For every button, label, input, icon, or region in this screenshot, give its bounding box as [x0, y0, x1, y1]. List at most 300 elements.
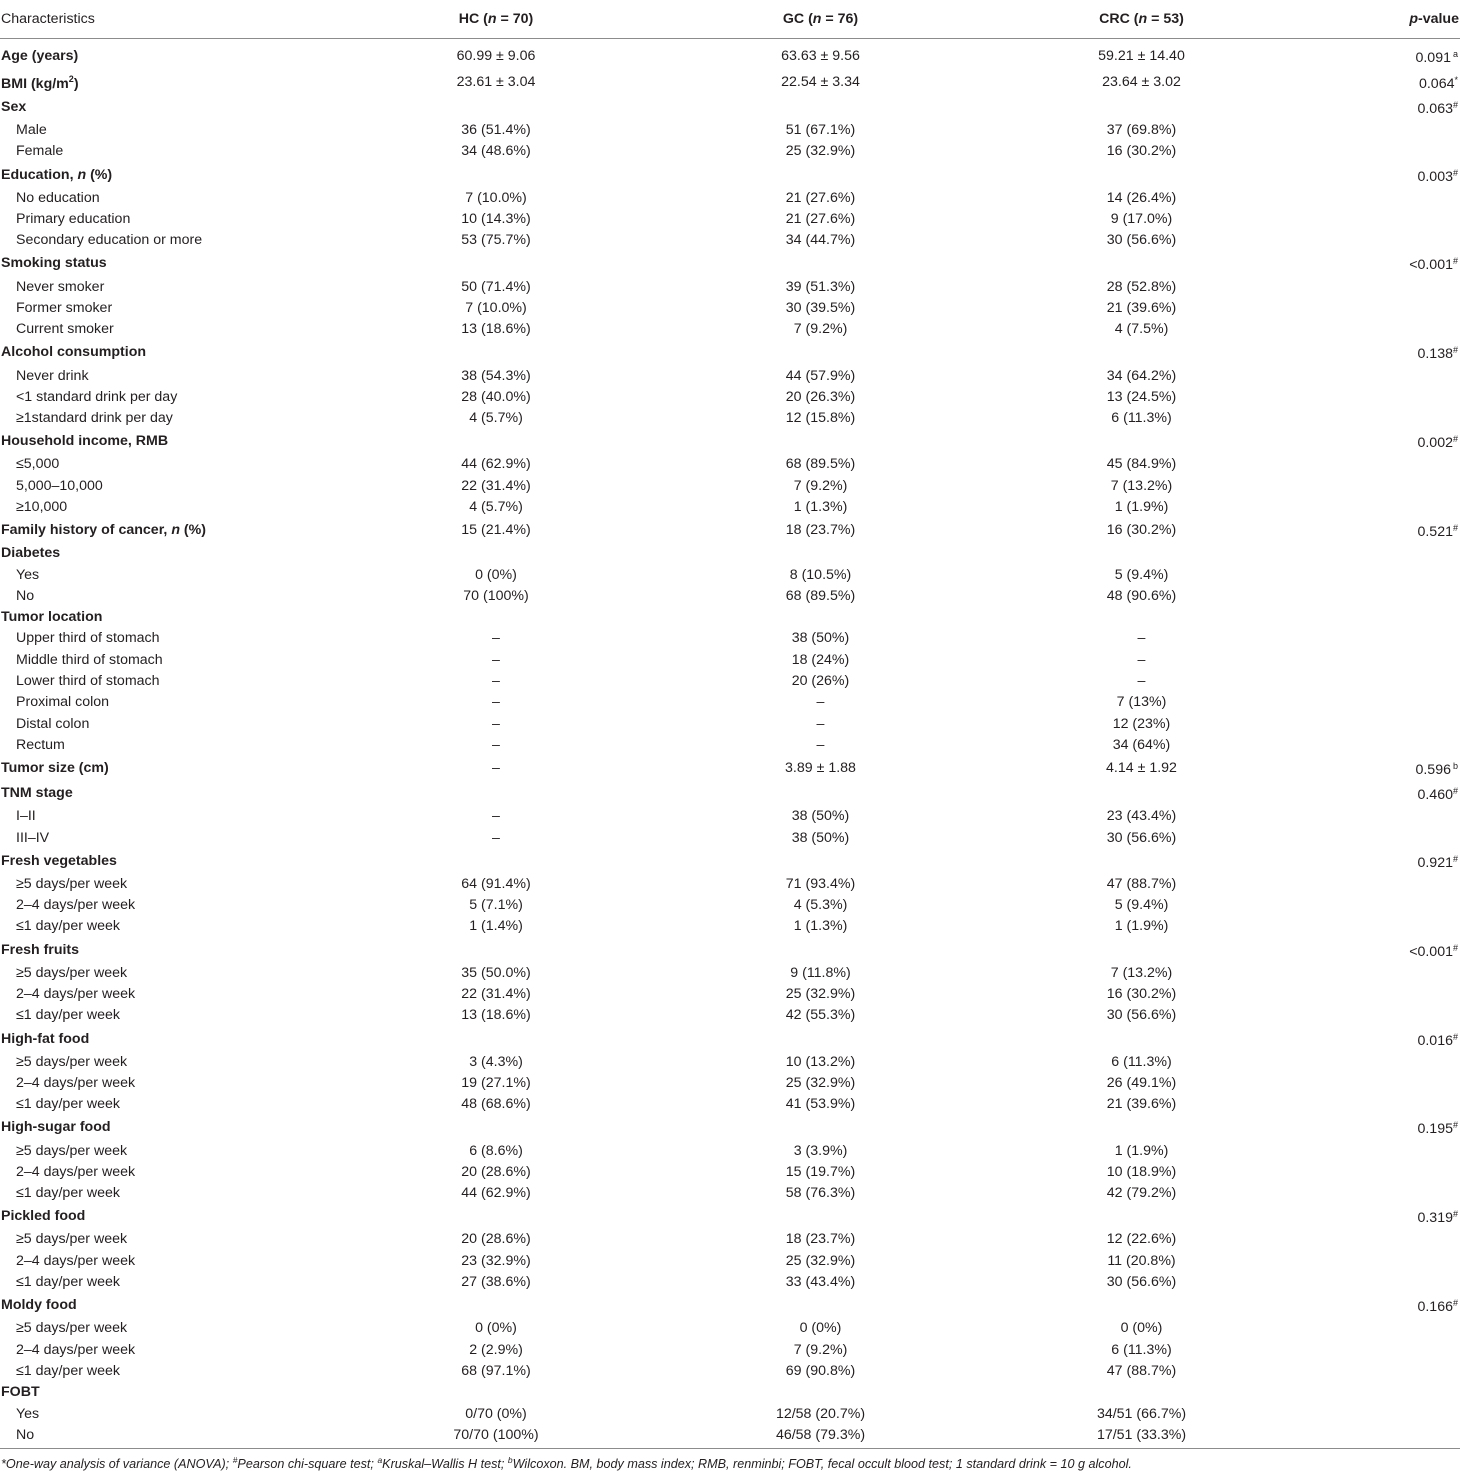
table-row: [0, 1251, 1460, 1272]
header-gc: GC (n = 76): [662, 0, 979, 39]
cell-crc: [979, 607, 1304, 628]
row-label: Pickled food: [1, 1208, 86, 1225]
row-label: ≥5 days/per week: [16, 1142, 128, 1159]
row-label: Former smoker: [16, 299, 113, 316]
cell-gc: [662, 340, 979, 365]
cell-hc: [330, 163, 662, 188]
cell-pvalue: [1304, 984, 1460, 1005]
cell-crc: 30 (56.6%): [1106, 1007, 1177, 1024]
cell-crc: [979, 340, 1304, 365]
table-row: [0, 1162, 1460, 1183]
footnote-chi: Pearson chi-square test;: [237, 1456, 378, 1471]
table-row: [0, 1403, 1460, 1424]
cell-hc: 4 (5.7%): [469, 410, 523, 427]
table-row: [0, 120, 1460, 141]
cell-gc: 21 (27.6%): [785, 211, 856, 228]
cell-hc: 3 (4.3%): [469, 1053, 523, 1070]
row-label: III–IV: [16, 829, 50, 846]
cell-hc: 23 (32.9%): [461, 1252, 531, 1269]
row-label: 2–4 days/per week: [16, 897, 136, 914]
cell-pvalue: 0.166#: [1417, 1298, 1458, 1316]
row-label: Education, n (%): [1, 166, 113, 183]
cell-crc: 37 (69.8%): [1106, 122, 1177, 139]
cell-crc: 10 (18.9%): [1106, 1163, 1177, 1180]
table-row: [0, 827, 1460, 848]
cell-gc: 7 (9.2%): [793, 321, 848, 338]
cell-pvalue: [1304, 1229, 1460, 1250]
cell-hc: –: [492, 715, 500, 732]
cell-crc: [979, 1115, 1304, 1140]
cell-hc: [330, 95, 662, 120]
cell-hc: 0 (0%): [475, 566, 517, 583]
cell-gc: 22.54 ± 3.34: [781, 73, 860, 90]
cell-pvalue: [1304, 1140, 1460, 1161]
table-row: [0, 874, 1460, 895]
cell-crc: 59.21 ± 14.40: [1098, 48, 1185, 64]
row-label: No: [0, 1425, 330, 1449]
cell-crc: 34 (64%): [1112, 736, 1171, 753]
cell-hc: 19 (27.1%): [461, 1074, 531, 1091]
cell-gc: 34 (44.7%): [785, 232, 856, 249]
cell-crc: 30 (56.6%): [1106, 1274, 1177, 1291]
cell-gc: 7 (9.2%): [793, 477, 848, 494]
cell-hc: [330, 1115, 662, 1140]
row-label: Smoking status: [1, 255, 107, 272]
cell-pvalue: [1304, 650, 1460, 671]
cell-hc: –: [492, 760, 500, 777]
cell-gc: [662, 849, 979, 874]
cell-hc: 44 (62.9%): [461, 1185, 531, 1202]
cell-crc: 11 (20.8%): [1107, 1252, 1176, 1269]
table-row: [0, 319, 1460, 340]
table-row: [0, 95, 1460, 120]
cell-crc: [979, 163, 1304, 188]
table-row: [0, 454, 1460, 475]
table-row: [0, 476, 1460, 497]
table-row: [0, 692, 1460, 713]
row-label: Family history of cancer, n (%): [1, 522, 206, 539]
table-row: [0, 1005, 1460, 1026]
cell-gc: 20 (26%): [791, 673, 850, 690]
table-row: [0, 735, 1460, 756]
row-label: Yes: [16, 1405, 40, 1422]
table-row: [0, 497, 1460, 518]
cell-crc: 6 (11.3%): [1111, 410, 1172, 427]
cell-crc: 21 (39.6%): [1106, 299, 1177, 316]
table-row: [0, 1339, 1460, 1360]
table-row: [0, 69, 1460, 95]
cell-pvalue: [1304, 692, 1460, 713]
row-label: ≤1 day/per week: [16, 1185, 121, 1202]
cell-hc: [330, 781, 662, 806]
cell-pvalue: [1304, 1361, 1460, 1382]
table-row: [0, 518, 1460, 543]
cell-gc: 33 (43.4%): [785, 1274, 856, 1291]
cell-crc: 0 (0%): [1120, 1320, 1163, 1337]
cell-crc: [979, 95, 1304, 120]
cell-gc: –: [816, 694, 825, 711]
cell-crc: 45 (84.9%): [1106, 456, 1177, 473]
cell-hc: 28 (40.0%): [461, 388, 531, 405]
row-label: ≥5 days/per week: [16, 964, 128, 981]
row-label: ≤1 day/per week: [16, 1096, 121, 1113]
cell-hc: 70 (100%): [463, 587, 529, 604]
table-row: [0, 564, 1460, 585]
cell-hc: [330, 849, 662, 874]
cell-gc: 69 (90.8%): [785, 1362, 856, 1379]
cell-hc: 53 (75.7%): [461, 232, 531, 249]
cell-pvalue: [1304, 1425, 1460, 1449]
table-header: [0, 0, 1460, 39]
cell-hc: 2 (2.9%): [469, 1341, 523, 1358]
cell-pvalue: [1304, 735, 1460, 756]
cell-crc: 16 (30.2%): [1106, 522, 1177, 539]
cell-gc: 44 (57.9%): [785, 367, 856, 384]
cell-crc: [979, 543, 1304, 564]
cell-pvalue: [1304, 564, 1460, 585]
cell-hc: –: [492, 630, 500, 647]
table-row: [0, 429, 1460, 454]
cell-pvalue: [1304, 1073, 1460, 1094]
table-row: [0, 984, 1460, 1005]
cell-pvalue: 0.195#: [1417, 1120, 1458, 1138]
cell-gc: [662, 429, 979, 454]
footnote-chi-mark: #: [232, 1454, 238, 1465]
row-label: BMI $(kg/m^2)$: [1, 74, 79, 92]
cell-hc: [330, 1382, 662, 1403]
cell-crc: 42 (79.2%): [1106, 1185, 1177, 1202]
cell-crc: [979, 1382, 1304, 1403]
row-label: Never drink: [16, 367, 89, 384]
cell-hc: [330, 543, 662, 564]
cell-gc: 18 (24%): [791, 651, 850, 668]
cell-pvalue: [1304, 1318, 1460, 1339]
cell-pvalue: 0.063#: [1417, 100, 1458, 117]
cell-gc: [662, 163, 979, 188]
cell-pvalue: [1304, 188, 1460, 209]
row-label: ≥5 days/per week: [16, 875, 128, 892]
table-row: [0, 188, 1460, 209]
row-label: No: [16, 587, 35, 604]
table-row: [0, 895, 1460, 916]
cell-crc: 12 (23%): [1112, 715, 1171, 732]
cell-pvalue: [1304, 1403, 1460, 1424]
cell-gc: [662, 1204, 979, 1229]
cell-gc: 1 (1.3%): [793, 918, 848, 935]
cell-crc: 47 (88.7%): [1106, 875, 1177, 892]
row-label: ≤1 day/per week: [16, 1362, 121, 1379]
cell-gc: 38 (50%): [791, 829, 850, 846]
cell-pvalue: [1304, 298, 1460, 319]
cell-crc: 7 (13%): [1116, 694, 1167, 711]
cell-crc: –: [1137, 630, 1146, 647]
header-crc: CRC (n = 53): [979, 0, 1304, 39]
table-row: [0, 1027, 1460, 1052]
cell-hc: 13 (18.6%): [461, 1007, 531, 1024]
cell-crc: 21 (39.6%): [1106, 1096, 1177, 1113]
row-label: Never smoker: [16, 278, 105, 295]
row-label: 2–4 days/per week: [16, 1341, 136, 1358]
table-row: [0, 756, 1460, 781]
cell-gc: 25 (32.9%): [785, 1074, 856, 1091]
row-label: Upper third of stomach: [16, 630, 160, 647]
cell-hc: [330, 251, 662, 276]
table-row: [0, 671, 1460, 692]
row-label: Diabetes: [1, 545, 61, 562]
table-row: [0, 1183, 1460, 1204]
cell-hc: –: [492, 673, 500, 690]
cell-pvalue: [1304, 963, 1460, 984]
cell-crc: 26 (49.1%): [1106, 1074, 1177, 1091]
table-row: [0, 1293, 1460, 1318]
cell-pvalue: [1304, 1052, 1460, 1073]
row-label: 2–4 days/per week: [16, 986, 136, 1003]
cell-pvalue: [1304, 276, 1460, 297]
cell-pvalue: [1304, 827, 1460, 848]
cell-crc: 7 (13.2%): [1110, 477, 1173, 494]
cell-hc: 1 (1.4%): [469, 918, 523, 935]
row-label: ≥5 days/per week: [16, 1053, 128, 1070]
table-row: [0, 586, 1460, 607]
cell-crc: 7 (13.2%): [1110, 964, 1173, 981]
cell-crc: 1 (1.9%): [1114, 499, 1169, 515]
cell-pvalue: [1304, 895, 1460, 916]
cell-crc: 6 (11.3%): [1111, 1341, 1172, 1358]
cell-hc: 4 (5.7%): [469, 499, 523, 515]
cell-pvalue: [1304, 1251, 1460, 1272]
cell-pvalue: 0.921#: [1417, 853, 1458, 871]
table-row: [0, 141, 1460, 162]
cell-gc: 21 (27.6%): [785, 189, 856, 206]
cell-pvalue: [1304, 387, 1460, 408]
footnote-wil: Wilcoxon. BM, body mass index; RMB, renminbi; FOBT, fecal occult blood test; 1 standard drink = 10 g alcohol.: [512, 1456, 1132, 1471]
cell-pvalue: [1304, 209, 1460, 230]
table-row: [0, 1229, 1460, 1250]
row-label: ≥5 days/per week: [16, 1231, 128, 1248]
cell-pvalue: 0.064*: [1418, 74, 1458, 92]
cell-hc: 22 (31.4%): [461, 986, 531, 1003]
cell-gc: 12/58 (20.7%): [775, 1405, 866, 1422]
cell-pvalue: 0.521#: [1417, 523, 1458, 541]
cell-gc: 9 (11.8%): [790, 964, 851, 981]
row-label: FOBT: [1, 1384, 40, 1401]
row-label: Moldy food: [1, 1297, 77, 1314]
cell-pvalue: [1304, 607, 1460, 628]
cell-hc: 0/70 (0%): [465, 1405, 527, 1422]
cell-hc: 15 (21.4%): [461, 522, 531, 539]
cell-hc: [330, 607, 662, 628]
cell-pvalue: [1304, 476, 1460, 497]
cell-crc: 34 (64.2%): [1106, 367, 1177, 384]
row-label: ≤1 day/per week: [16, 1274, 121, 1291]
cell-hc: 36 (51.4%): [461, 122, 531, 139]
cell-pvalue: 0.138#: [1417, 345, 1458, 363]
table-row: [0, 39, 1460, 70]
table-row: [0, 916, 1460, 937]
cell-crc: [979, 938, 1304, 963]
cell-gc: [662, 607, 979, 628]
cell-pvalue: [1304, 497, 1460, 518]
table-row: [0, 230, 1460, 251]
cell-hc: [330, 938, 662, 963]
footnote-anova-mark: *: [1, 1456, 6, 1471]
table-row: [0, 365, 1460, 386]
cell-hc: 20 (28.6%): [461, 1163, 531, 1180]
cell-gc: 25 (32.9%): [785, 143, 856, 160]
footnote-kw: Kruskal–Wallis H test;: [382, 1456, 508, 1471]
cell-crc: 1 (1.9%): [1114, 918, 1169, 935]
cell-crc: 9 (17.0%): [1110, 211, 1173, 228]
cell-hc: 70/70 (100%): [330, 1425, 662, 1449]
row-label: ≥10,000: [16, 499, 68, 515]
table-row: [0, 276, 1460, 297]
cell-gc: 38 (50%): [791, 808, 850, 825]
cell-crc: 12 (22.6%): [1106, 1231, 1177, 1248]
cell-crc: 30 (56.6%): [1106, 829, 1177, 846]
cell-pvalue: [1304, 230, 1460, 251]
table-row: [0, 163, 1460, 188]
cell-hc: 27 (38.6%): [461, 1274, 531, 1291]
table-row: [0, 781, 1460, 806]
cell-gc: –: [816, 715, 825, 732]
table-row: [0, 1094, 1460, 1115]
cell-pvalue: [1304, 806, 1460, 827]
row-label: Middle third of stomach: [16, 651, 163, 668]
row-label: High-sugar food: [1, 1119, 111, 1136]
cell-crc: 13 (24.5%): [1106, 388, 1177, 405]
cell-crc: 16 (30.2%): [1106, 143, 1177, 160]
table-row: [0, 1318, 1460, 1339]
cell-crc: [979, 1293, 1304, 1318]
cell-gc: 7 (9.2%): [793, 1341, 848, 1358]
row-label: Tumor size (cm): [1, 760, 109, 777]
cell-crc: [979, 1027, 1304, 1052]
row-label: Sex: [1, 99, 27, 115]
footnote-anova: One-way analysis of variance (ANOVA);: [5, 1456, 233, 1471]
table-row: [0, 628, 1460, 649]
cell-pvalue: [1304, 671, 1460, 692]
cell-hc: [330, 1204, 662, 1229]
row-label: Female: [16, 143, 64, 160]
cell-crc: [979, 429, 1304, 454]
cell-hc: 48 (68.6%): [461, 1096, 531, 1113]
cell-pvalue: [1304, 1382, 1460, 1403]
cell-crc: –: [1137, 651, 1146, 668]
cell-hc: –: [492, 651, 500, 668]
cell-hc: [330, 1027, 662, 1052]
cell-gc: [662, 543, 979, 564]
cell-pvalue: 0.460#: [1417, 786, 1458, 804]
cell-gc: [662, 95, 979, 120]
cell-pvalue: <0.001#: [1409, 942, 1458, 960]
row-label: Current smoker: [16, 321, 114, 338]
header-pvalue: p-value: [1304, 0, 1460, 39]
cell-gc: 25 (32.9%): [785, 1252, 856, 1269]
footnote-wil-mark: b: [507, 1454, 513, 1465]
cell-gc: 63.63 ± 9.56: [781, 48, 860, 64]
cell-hc: 20 (28.6%): [461, 1231, 531, 1248]
cell-gc: [662, 1382, 979, 1403]
cell-crc: [979, 781, 1304, 806]
row-label: <1 standard drink per day: [16, 388, 178, 405]
cell-pvalue: [1304, 874, 1460, 895]
cell-gc: –: [816, 736, 825, 753]
cell-pvalue: [1304, 586, 1460, 607]
cell-hc: [330, 1293, 662, 1318]
cell-hc: [330, 429, 662, 454]
row-label: High-fat food: [1, 1030, 90, 1047]
cell-pvalue: [1304, 1005, 1460, 1026]
row-label: Lower third of stomach: [16, 673, 160, 690]
cell-crc: 1 (1.9%): [1114, 1142, 1169, 1159]
cell-gc: 15 (19.7%): [785, 1163, 856, 1180]
row-label: 2–4 days/per week: [16, 1252, 136, 1269]
cell-gc: 58 (76.3%): [785, 1185, 856, 1202]
cell-gc: 18 (23.7%): [785, 522, 856, 539]
row-label: Primary education: [16, 211, 131, 228]
row-label: No education: [16, 189, 100, 206]
cell-hc: [330, 340, 662, 365]
cell-hc: 7 (10.0%): [465, 299, 527, 316]
row-label: I–II: [16, 808, 36, 825]
table-row: [0, 607, 1460, 628]
cell-hc: –: [492, 694, 500, 711]
row-label: Yes: [16, 566, 40, 583]
cell-pvalue: 0.002#: [1417, 434, 1458, 452]
cell-gc: 25 (32.9%): [785, 986, 856, 1003]
cell-gc: 46/58 (79.3%): [662, 1425, 979, 1449]
cell-gc: 18 (23.7%): [785, 1231, 856, 1248]
cell-gc: [662, 1115, 979, 1140]
cell-gc: [662, 1027, 979, 1052]
cell-hc: 64 (91.4%): [461, 875, 531, 892]
cell-hc: 10 (14.3%): [461, 211, 531, 228]
table-row: [0, 650, 1460, 671]
cell-gc: [662, 781, 979, 806]
cell-gc: [662, 938, 979, 963]
table-row: [0, 387, 1460, 408]
cell-crc: 14 (26.4%): [1106, 189, 1177, 206]
header-hc: HC (n = 70): [330, 0, 662, 39]
cell-pvalue: [1304, 141, 1460, 162]
cell-gc: 68 (89.5%): [785, 456, 856, 473]
cell-crc: 47 (88.7%): [1106, 1362, 1177, 1379]
cell-pvalue: [1304, 1162, 1460, 1183]
cell-hc: 50 (71.4%): [461, 278, 531, 295]
cell-crc: 6 (11.3%): [1111, 1053, 1172, 1070]
cell-gc: 41 (53.9%): [785, 1096, 856, 1113]
cell-pvalue: [1304, 628, 1460, 649]
row-label: ≤1 day/per week: [16, 918, 121, 935]
cell-pvalue: <0.001#: [1409, 256, 1458, 274]
cell-pvalue: [1304, 1339, 1460, 1360]
table-row: [0, 1382, 1460, 1403]
cell-pvalue: [1304, 365, 1460, 386]
cell-crc: 34/51 (66.7%): [1096, 1405, 1187, 1422]
row-label: Rectum: [16, 736, 65, 753]
table-body: [0, 39, 1460, 1449]
row-label: Fresh fruits: [1, 941, 80, 958]
table-row: [0, 340, 1460, 365]
cell-hc: 7 (10.0%): [465, 189, 527, 206]
cell-crc: 23 (43.4%): [1106, 808, 1177, 825]
table-row: [0, 1272, 1460, 1293]
cell-pvalue: 0.596 $^b$: [1415, 761, 1458, 779]
row-label: 5,000–10,000: [16, 477, 103, 494]
table-row: [0, 298, 1460, 319]
cell-pvalue: [1304, 1272, 1460, 1293]
cell-gc: 8 (10.5%): [789, 566, 852, 583]
